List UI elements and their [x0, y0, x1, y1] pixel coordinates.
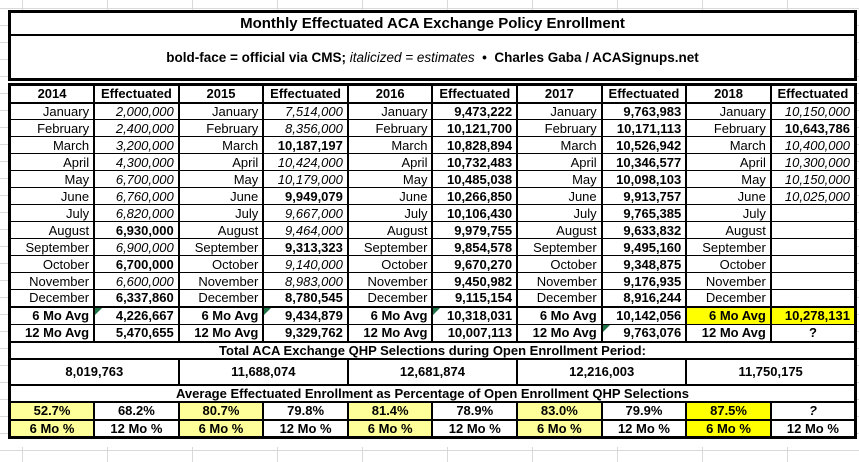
- value-2014-may[interactable]: 6,700,000: [94, 171, 179, 188]
- year-header-2018[interactable]: 2018: [686, 85, 771, 103]
- twelve-mo-pct-2017[interactable]: 79.9%: [602, 402, 687, 420]
- value-2014-january[interactable]: 2,000,000: [94, 103, 179, 120]
- six-mo-avg-value-2016[interactable]: 10,318,031: [432, 307, 517, 325]
- effectuated-header-2017[interactable]: Effectuated: [602, 85, 687, 103]
- month-label-2018-december[interactable]: December: [686, 290, 771, 307]
- month-row-november: [10, 273, 856, 290]
- percentage-labels-row: [10, 420, 856, 438]
- twelve-mo-avg-label-2017[interactable]: 12 Mo Avg: [517, 325, 602, 342]
- year-header-2015[interactable]: 2015: [179, 85, 264, 103]
- value-2014-july[interactable]: 6,820,000: [94, 205, 179, 222]
- twelve-mo-pct-2015[interactable]: 79.8%: [263, 402, 348, 420]
- month-label-2018-july[interactable]: July: [686, 205, 771, 222]
- value-2018-may[interactable]: 10,150,000: [771, 171, 856, 188]
- six-mo-pct-2018[interactable]: 87.5%: [686, 402, 771, 420]
- month-label-2016-december[interactable]: December: [348, 290, 433, 307]
- month-label-2016-june[interactable]: June: [348, 188, 433, 205]
- avg-pct-section-header-row: [10, 385, 856, 402]
- effectuated-header-2015[interactable]: Effectuated: [263, 85, 348, 103]
- month-label-2014-march[interactable]: March: [10, 137, 95, 154]
- six-mo-pct-2016[interactable]: 81.4%: [348, 402, 433, 420]
- month-label-2014-december[interactable]: December: [10, 290, 95, 307]
- value-2016-august[interactable]: 9,979,755: [432, 222, 517, 239]
- value-2014-august[interactable]: 6,930,000: [94, 222, 179, 239]
- twelve-mo-pct-2016[interactable]: 78.9%: [432, 402, 517, 420]
- twelve-mo-avg-label-2014[interactable]: 12 Mo Avg: [10, 325, 95, 342]
- error-indicator-icon: [95, 308, 102, 315]
- oep-total-2016[interactable]: 12,681,874: [348, 359, 517, 385]
- value-2015-november[interactable]: 8,983,000: [263, 273, 348, 290]
- value-2014-april[interactable]: 4,300,000: [94, 154, 179, 171]
- value-2016-october[interactable]: 9,670,270: [432, 256, 517, 273]
- value-2014-june[interactable]: 6,760,000: [94, 188, 179, 205]
- value-2015-june[interactable]: 9,949,079: [263, 188, 348, 205]
- value-2016-january[interactable]: 9,473,222: [432, 103, 517, 120]
- month-label-2015-september[interactable]: September: [179, 239, 264, 256]
- six-mo-pct-2017[interactable]: 83.0%: [517, 402, 602, 420]
- value-2015-february[interactable]: 8,356,000: [263, 120, 348, 137]
- month-label-2014-january[interactable]: January: [10, 103, 95, 120]
- percentage-values-row: [10, 402, 856, 420]
- twelve-mo-avg-label-2016[interactable]: 12 Mo Avg: [348, 325, 433, 342]
- month-label-2015-august[interactable]: August: [179, 222, 264, 239]
- year-header-2017[interactable]: 2017: [517, 85, 602, 103]
- value-2017-april[interactable]: 10,346,577: [602, 154, 687, 171]
- value-2016-november[interactable]: 9,450,982: [432, 273, 517, 290]
- value-2014-march[interactable]: 3,200,000: [94, 137, 179, 154]
- six-mo-pct-label-2014[interactable]: 6 Mo %: [10, 420, 95, 438]
- month-label-2017-may[interactable]: May: [517, 171, 602, 188]
- value-2017-october[interactable]: 9,348,875: [602, 256, 687, 273]
- month-label-2018-october[interactable]: October: [686, 256, 771, 273]
- oep-total-2017[interactable]: 12,216,003: [517, 359, 686, 385]
- month-label-2016-july[interactable]: July: [348, 205, 433, 222]
- value-2018-october[interactable]: [771, 256, 856, 273]
- month-label-2015-march[interactable]: March: [179, 137, 264, 154]
- month-label-2018-february[interactable]: February: [686, 120, 771, 137]
- value-2014-november[interactable]: 6,600,000: [94, 273, 179, 290]
- oep-total-2015[interactable]: 11,688,074: [179, 359, 348, 385]
- author-credit: Charles Gaba / ACASignups.net: [494, 49, 699, 65]
- month-label-2014-april[interactable]: April: [10, 154, 95, 171]
- month-label-2015-november[interactable]: November: [179, 273, 264, 290]
- value-2015-may[interactable]: 10,179,000: [263, 171, 348, 188]
- six-mo-avg-value-2014[interactable]: 4,226,667: [94, 307, 179, 325]
- value-2018-november[interactable]: [771, 273, 856, 290]
- value-2017-july[interactable]: 9,765,385: [602, 205, 687, 222]
- value-2016-december[interactable]: 9,115,154: [432, 290, 517, 307]
- month-label-2018-june[interactable]: June: [686, 188, 771, 205]
- month-label-2015-october[interactable]: October: [179, 256, 264, 273]
- month-label-2018-march[interactable]: March: [686, 137, 771, 154]
- six-mo-avg-label-2016[interactable]: 6 Mo Avg: [348, 307, 433, 325]
- value-2014-september[interactable]: 6,900,000: [94, 239, 179, 256]
- month-label-2016-april[interactable]: April: [348, 154, 433, 171]
- month-label-2017-june[interactable]: June: [517, 188, 602, 205]
- month-label-2015-april[interactable]: April: [179, 154, 264, 171]
- twelve-mo-pct-label-2016[interactable]: 12 Mo %: [432, 420, 517, 438]
- month-label-2016-november[interactable]: November: [348, 273, 433, 290]
- month-label-2014-february[interactable]: February: [10, 120, 95, 137]
- month-label-2017-february[interactable]: February: [517, 120, 602, 137]
- column-header-row: [10, 85, 856, 103]
- title-block: [8, 10, 857, 81]
- month-label-2014-august[interactable]: August: [10, 222, 95, 239]
- month-label-2017-april[interactable]: April: [517, 154, 602, 171]
- month-row-october: [10, 256, 856, 273]
- six-mo-avg-label-2017[interactable]: 6 Mo Avg: [517, 307, 602, 325]
- value-2016-september[interactable]: 9,854,578: [432, 239, 517, 256]
- twelve-mo-avg-value-2017[interactable]: 9,763,076: [602, 325, 687, 342]
- totals-section-header[interactable]: Total ACA Exchange QHP Selections during Open Enrollment Period:: [10, 342, 856, 359]
- month-label-2016-march[interactable]: March: [348, 137, 433, 154]
- month-label-2015-july[interactable]: July: [179, 205, 264, 222]
- month-label-2016-january[interactable]: January: [348, 103, 433, 120]
- value-2015-january[interactable]: 7,514,000: [263, 103, 348, 120]
- year-header-2014[interactable]: 2014: [10, 85, 95, 103]
- effectuated-header-2016[interactable]: Effectuated: [432, 85, 517, 103]
- value-2017-january[interactable]: 9,763,983: [602, 103, 687, 120]
- six-mo-avg-label-2015[interactable]: 6 Mo Avg: [179, 307, 264, 325]
- month-label-2017-october[interactable]: October: [517, 256, 602, 273]
- twelve-month-average-row: [10, 325, 856, 342]
- month-label-2014-november[interactable]: November: [10, 273, 95, 290]
- month-label-2018-november[interactable]: November: [686, 273, 771, 290]
- month-label-2018-april[interactable]: April: [686, 154, 771, 171]
- value-2018-september[interactable]: [771, 239, 856, 256]
- month-label-2016-february[interactable]: February: [348, 120, 433, 137]
- six-mo-pct-2014[interactable]: 52.7%: [10, 402, 95, 420]
- value-2018-july[interactable]: [771, 205, 856, 222]
- month-row-april: [10, 154, 856, 171]
- twelve-mo-pct-label-2015[interactable]: 12 Mo %: [263, 420, 348, 438]
- value-2018-march[interactable]: 10,400,000: [771, 137, 856, 154]
- value-2016-july[interactable]: 10,106,430: [432, 205, 517, 222]
- value-2017-november[interactable]: 9,176,935: [602, 273, 687, 290]
- twelve-mo-avg-label-2015[interactable]: 12 Mo Avg: [179, 325, 264, 342]
- value-2016-april[interactable]: 10,732,483: [432, 154, 517, 171]
- legend-official: bold-face = official via CMS;: [166, 49, 346, 65]
- month-row-may: [10, 171, 856, 188]
- value-2015-october[interactable]: 9,140,000: [263, 256, 348, 273]
- sheet-title[interactable]: Monthly Effectuated ACA Exchange Policy Enrollment: [11, 13, 854, 36]
- month-row-july: [10, 205, 856, 222]
- value-2016-february[interactable]: 10,121,700: [432, 120, 517, 137]
- month-label-2017-august[interactable]: August: [517, 222, 602, 239]
- value-2016-may[interactable]: 10,485,038: [432, 171, 517, 188]
- sheet-subtitle[interactable]: [11, 36, 854, 78]
- month-label-2018-may[interactable]: May: [686, 171, 771, 188]
- value-2018-february[interactable]: 10,643,786: [771, 120, 856, 137]
- twelve-mo-pct-2018[interactable]: ?: [771, 402, 856, 420]
- avg-pct-section-header[interactable]: Average Effectuated Enrollment as Percentage of Open Enrollment QHP Selections: [10, 385, 856, 402]
- twelve-mo-pct-label-2018[interactable]: 12 Mo %: [771, 420, 856, 438]
- twelve-mo-avg-label-2018[interactable]: 12 Mo Avg: [686, 325, 771, 342]
- twelve-mo-pct-label-2017[interactable]: 12 Mo %: [602, 420, 687, 438]
- month-label-2017-march[interactable]: March: [517, 137, 602, 154]
- value-2018-august[interactable]: [771, 222, 856, 239]
- six-mo-avg-label-2018[interactable]: 6 Mo Avg: [686, 307, 771, 325]
- year-header-2016[interactable]: 2016: [348, 85, 433, 103]
- month-label-2015-january[interactable]: January: [179, 103, 264, 120]
- month-label-2014-may[interactable]: May: [10, 171, 95, 188]
- month-label-2017-september[interactable]: September: [517, 239, 602, 256]
- month-label-2015-may[interactable]: May: [179, 171, 264, 188]
- value-2015-july[interactable]: 9,667,000: [263, 205, 348, 222]
- value-2017-august[interactable]: 9,633,832: [602, 222, 687, 239]
- legend-estimates: italicized = estimates: [349, 49, 475, 65]
- month-label-2014-june[interactable]: June: [10, 188, 95, 205]
- value-2014-december[interactable]: 6,337,860: [94, 290, 179, 307]
- value-2014-october[interactable]: 6,700,000: [94, 256, 179, 273]
- error-indicator-icon: [433, 308, 440, 315]
- twelve-mo-avg-value-2014[interactable]: 5,470,655: [94, 325, 179, 342]
- twelve-mo-pct-label-2014[interactable]: 12 Mo %: [94, 420, 179, 438]
- effectuated-header-2014[interactable]: Effectuated: [94, 85, 179, 103]
- six-mo-pct-label-2017[interactable]: 6 Mo %: [517, 420, 602, 438]
- effectuated-header-2018[interactable]: Effectuated: [771, 85, 856, 103]
- six-mo-pct-label-2018[interactable]: 6 Mo %: [686, 420, 771, 438]
- value-2015-august[interactable]: 9,464,000: [263, 222, 348, 239]
- twelve-mo-avg-value-2018[interactable]: ?: [771, 325, 856, 342]
- twelve-mo-avg-value-2015[interactable]: 9,329,762: [263, 325, 348, 342]
- value-2017-december[interactable]: 8,916,244: [602, 290, 687, 307]
- month-label-2016-august[interactable]: August: [348, 222, 433, 239]
- six-mo-avg-value-2018[interactable]: 10,278,131: [771, 307, 856, 325]
- oep-total-2014[interactable]: 8,019,763: [10, 359, 179, 385]
- month-row-september: [10, 239, 856, 256]
- month-row-december: [10, 290, 856, 307]
- month-label-2018-september[interactable]: September: [686, 239, 771, 256]
- month-row-january: [10, 103, 856, 120]
- error-indicator-icon: [264, 308, 271, 315]
- value-2014-february[interactable]: 2,400,000: [94, 120, 179, 137]
- totals-section-header-row: [10, 342, 856, 359]
- month-row-august: [10, 222, 856, 239]
- month-label-2018-january[interactable]: January: [686, 103, 771, 120]
- twelve-mo-avg-value-2016[interactable]: 10,007,113: [432, 325, 517, 342]
- value-2018-january[interactable]: 10,150,000: [771, 103, 856, 120]
- value-2017-september[interactable]: 9,495,160: [602, 239, 687, 256]
- six-mo-pct-label-2015[interactable]: 6 Mo %: [179, 420, 264, 438]
- month-label-2015-december[interactable]: December: [179, 290, 264, 307]
- enrollment-table: [8, 83, 857, 439]
- six-month-average-row: [10, 307, 856, 325]
- value-2017-june[interactable]: 9,913,757: [602, 188, 687, 205]
- month-row-february: [10, 120, 856, 137]
- month-label-2016-october[interactable]: October: [348, 256, 433, 273]
- six-mo-avg-label-2014[interactable]: 6 Mo Avg: [10, 307, 95, 325]
- six-mo-pct-label-2016[interactable]: 6 Mo %: [348, 420, 433, 438]
- value-2018-april[interactable]: 10,300,000: [771, 154, 856, 171]
- month-label-2016-may[interactable]: May: [348, 171, 433, 188]
- six-mo-avg-value-2015[interactable]: 9,434,879: [263, 307, 348, 325]
- month-label-2017-december[interactable]: December: [517, 290, 602, 307]
- value-2017-february[interactable]: 10,171,113: [602, 120, 687, 137]
- oep-totals-row: [10, 359, 856, 385]
- month-label-2015-june[interactable]: June: [179, 188, 264, 205]
- month-label-2014-july[interactable]: July: [10, 205, 95, 222]
- value-2018-december[interactable]: [771, 290, 856, 307]
- separator-bullet-icon: •: [482, 49, 487, 65]
- six-mo-pct-2015[interactable]: 80.7%: [179, 402, 264, 420]
- value-2015-december[interactable]: 8,780,545: [263, 290, 348, 307]
- value-2018-june[interactable]: 10,025,000: [771, 188, 856, 205]
- month-label-2014-october[interactable]: October: [10, 256, 95, 273]
- month-row-march: [10, 137, 856, 154]
- six-mo-avg-value-2017[interactable]: 10,142,056: [602, 307, 687, 325]
- value-2015-march[interactable]: 10,187,197: [263, 137, 348, 154]
- value-2016-june[interactable]: 10,266,850: [432, 188, 517, 205]
- month-label-2016-september[interactable]: September: [348, 239, 433, 256]
- value-2017-may[interactable]: 10,098,103: [602, 171, 687, 188]
- value-2015-september[interactable]: 9,313,323: [263, 239, 348, 256]
- month-label-2017-november[interactable]: November: [517, 273, 602, 290]
- error-indicator-icon: [603, 325, 610, 332]
- month-label-2018-august[interactable]: August: [686, 222, 771, 239]
- value-2015-april[interactable]: 10,424,000: [263, 154, 348, 171]
- twelve-mo-pct-2014[interactable]: 68.2%: [94, 402, 179, 420]
- month-label-2017-january[interactable]: January: [517, 103, 602, 120]
- month-row-june: [10, 188, 856, 205]
- month-label-2014-september[interactable]: September: [10, 239, 95, 256]
- oep-total-2018[interactable]: 11,750,175: [686, 359, 855, 385]
- month-label-2017-july[interactable]: July: [517, 205, 602, 222]
- value-2017-march[interactable]: 10,526,942: [602, 137, 687, 154]
- value-2016-march[interactable]: 10,828,894: [432, 137, 517, 154]
- month-label-2015-february[interactable]: February: [179, 120, 264, 137]
